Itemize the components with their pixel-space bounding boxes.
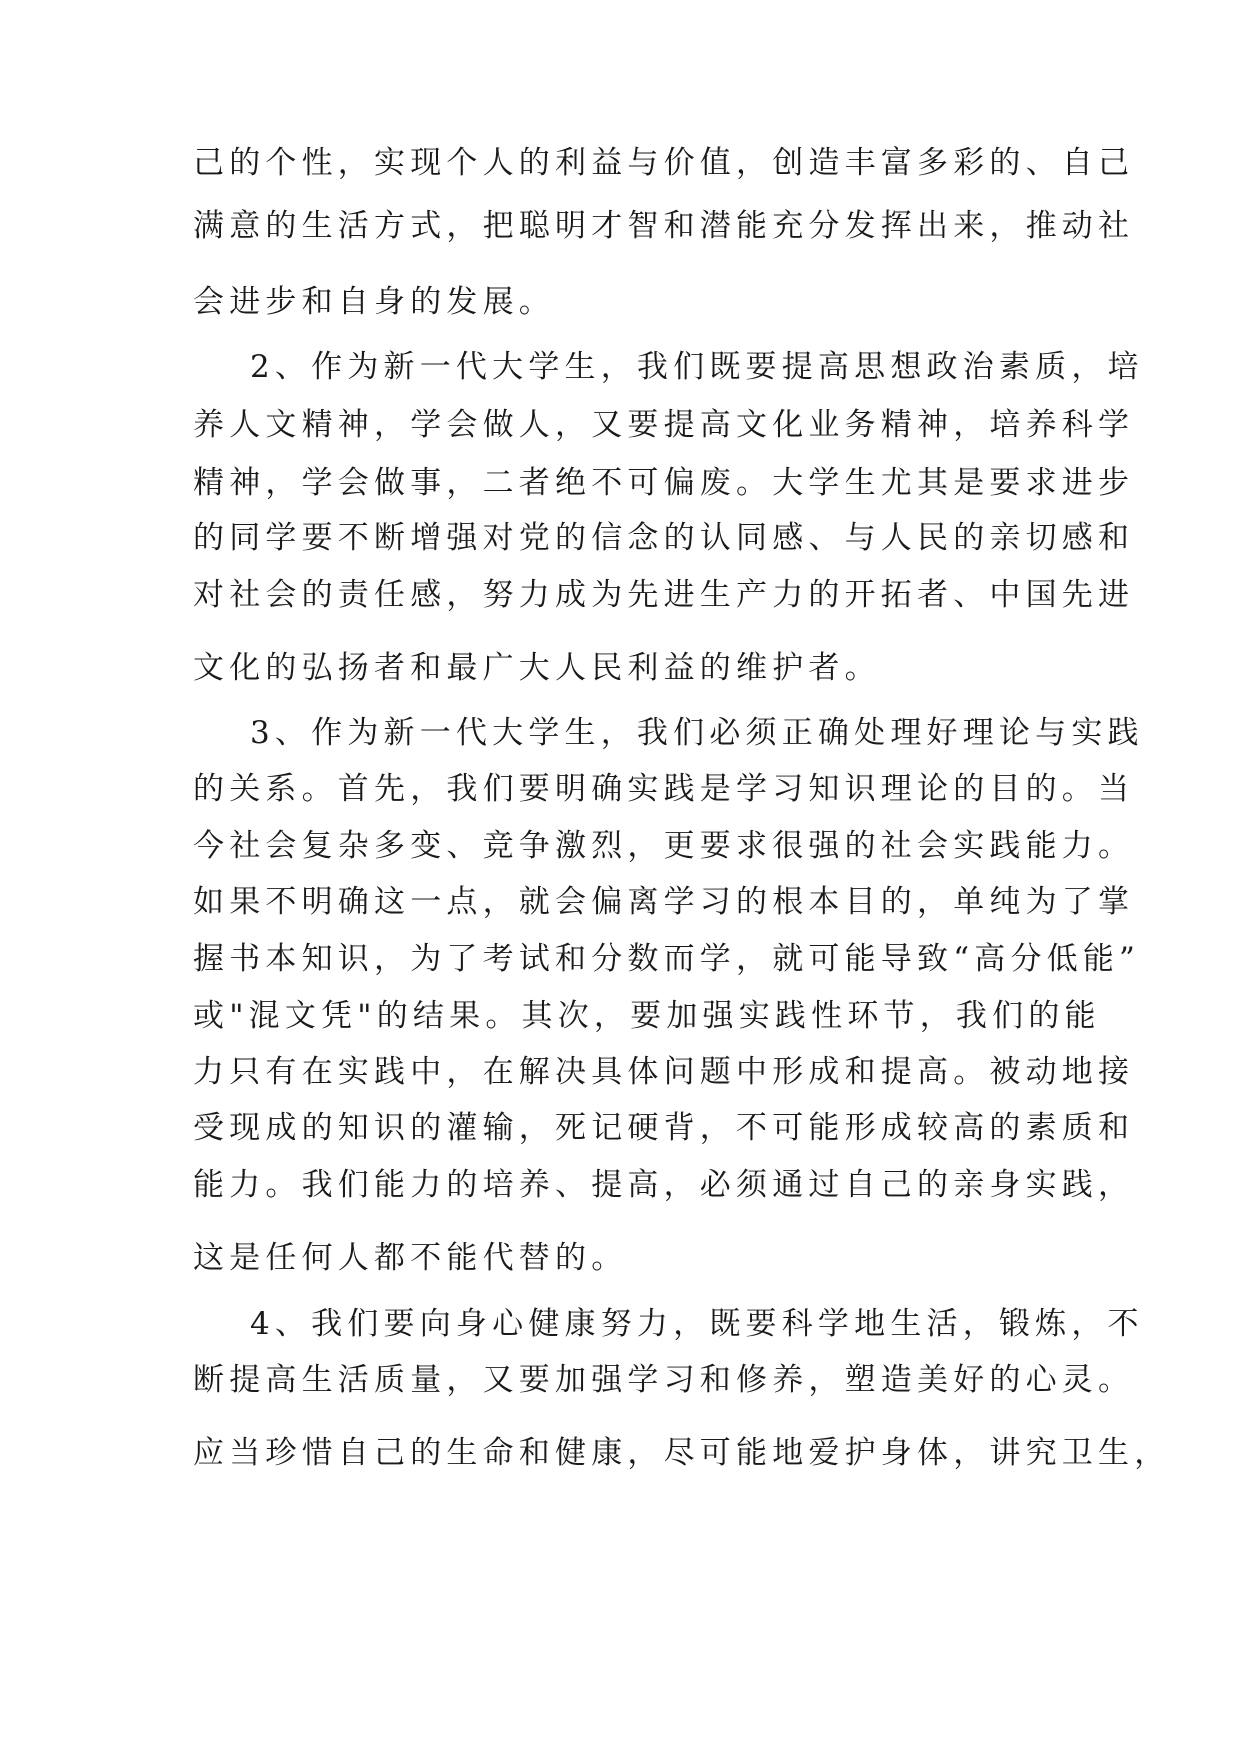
text-line: 或"混文凭"的结果。其次，要加强实践性环节，我们的能 [193,998,1101,1034]
paragraph-4-start: 4、我们要向身心健康努力，既要科学地生活，锻炼，不 [250,1306,1144,1342]
text-line: 养人文精神，学会做人，又要提高文化业务精神，培养科学 [193,407,1135,443]
text-line: 满意的生活方式，把聪明才智和潜能充分发挥出来，推动社 [193,208,1135,244]
text-line: 力只有在实践中，在解决具体问题中形成和提高。被动地接 [193,1054,1135,1090]
text-line: 应当珍惜自己的生命和健康，尽可能地爱护身体，讲究卫生， [193,1435,1171,1471]
text-line: 这是任何人都不能代替的。 [193,1240,628,1276]
text-line: 精神，学会做事，二者绝不可偏废。大学生尤其是要求进步 [193,465,1135,501]
text-line: 己的个性，实现个人的利益与价值，创造丰富多彩的、自己 [193,145,1135,181]
text-line: 会进步和自身的发展。 [193,284,555,320]
text-line: 握书本知识，为了考试和分数而学，就可能导致“高分低能” [193,941,1141,977]
text-line: 如果不明确这一点，就会偏离学习的根本目的，单纯为了掌 [193,884,1135,920]
paragraph-2-start: 2、作为新一代大学生，我们既要提高思想政治素质，培 [250,349,1144,385]
text-line: 断提高生活质量，又要加强学习和修养，塑造美好的心灵。 [193,1362,1135,1398]
text-line: 的关系。首先，我们要明确实践是学习知识理论的目的。当 [193,771,1135,807]
text-line: 受现成的知识的灌输，死记硬背，不可能形成较高的素质和 [193,1110,1135,1146]
paragraph-3-start: 3、作为新一代大学生，我们必须正确处理好理论与实践 [250,715,1144,751]
text-line: 文化的弘扬者和最广大人民利益的维护者。 [193,650,881,686]
text-line: 能力。我们能力的培养、提高，必须通过自己的亲身实践， [193,1167,1135,1203]
text-line: 的同学要不断增强对党的信念的认同感、与人民的亲切感和 [193,520,1135,556]
text-line: 对社会的责任感，努力成为先进生产力的开拓者、中国先进 [193,577,1135,613]
text-line: 今社会复杂多变、竞争激烈，更要求很强的社会实践能力。 [193,828,1135,864]
